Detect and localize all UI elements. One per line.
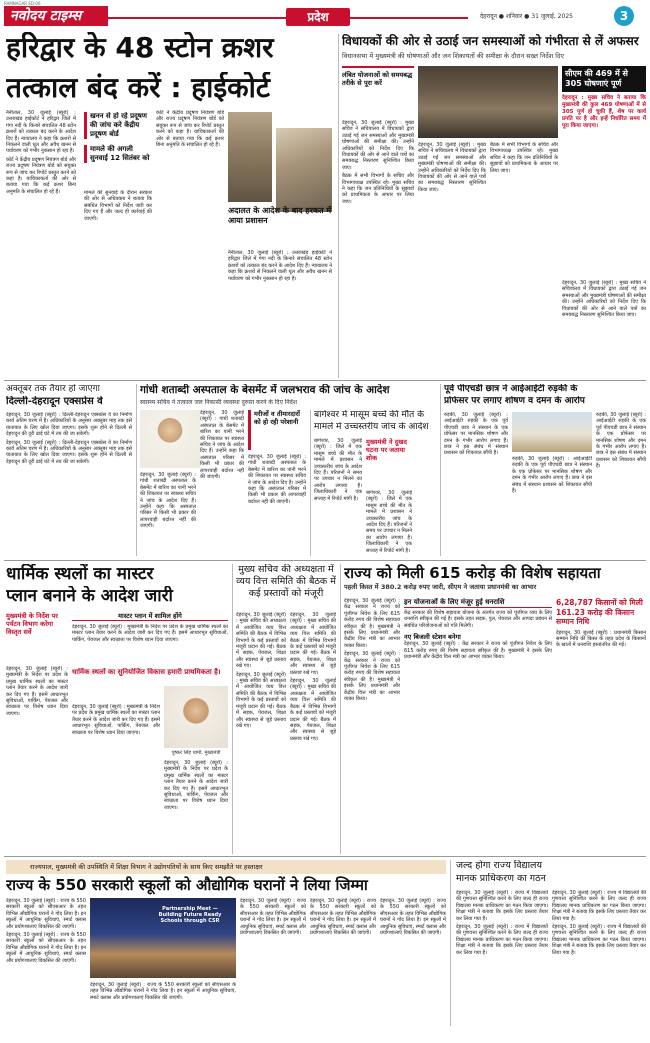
- story10-body-d: देहरादून, 30 जुलाई (ब्यूरो) : राज्य के 550 सरकारी स्कूलों को सीएसआर के तहत विभिन्न औद्योगिक घरानों ने गोद लिया है। इन स्कूलों में आधुनिक सुविधाएं, स्मार्ट क्लास और प्रयोगशालाएं विकसित की जाएंगी।: [240, 898, 306, 937]
- rule-2: [4, 560, 646, 561]
- story2-highlight: लंबित योजनाओं को समयबद्ध तरीके से पूरा करें: [342, 66, 414, 114]
- story1-body3: मामले की सुनवाई के दौरान सरकार की ओर से अधिवक्ता ने बताया कि संबंधित विभागों को निर्देश जारी कर दिए गए हैं और जल्द ही कार्रवाई की जाएगी।: [84, 190, 152, 222]
- paper-name: नवोदय टाइम्स: [4, 6, 108, 26]
- story11-body-col2: [552, 890, 646, 1026]
- rule-3: [4, 856, 646, 857]
- story11-body: देहरादून, 30 जुलाई (ब्यूरो) : राज्य में विद्यालयों की गुणवत्ता सुनिश्चित करने के लिए जल्द ही राज्य विद्यालय मानक प्राधिकरण का गठन किया जाएगा। शिक्षा मंत्री ने बताया कि इसके लिए प्रस्ताव तैयार कर लिया गया है।: [456, 890, 548, 922]
- story10-body-c: देहरादून, 30 जुलाई (ब्यूरो) : राज्य के 550 सरकारी स्कूलों को सीएसआर के तहत विभिन्न औद्योगिक घरानों ने गोद लिया है। इन स्कूलों में आधुनिक सुविधाएं, स्मार्ट क्लास और प्रयोगशालाएं विकसित की जाएंगी।: [90, 982, 236, 1001]
- story8-body-col2: [290, 612, 336, 852]
- story11-body-col1: [456, 890, 548, 1026]
- story7-body-c: देहरादून, 30 जुलाई (ब्यूरो) : मुख्यमंत्री के निर्देश पर प्रदेश के प्रमुख धार्मिक स्थलों का मास्टर प्लान तैयार करने के आदेश जारी कर दिए गए हैं। इसमें आधारभूत सुविधाओं, पार्किंग, पेयजल और स्वच्छता पर विशेष ध्यान दिया जाएगा।: [164, 760, 228, 811]
- story1-body-col4: [228, 250, 332, 378]
- story1-photo-quarry: [276, 128, 332, 212]
- story10-body-b: देहरादून, 30 जुलाई (ब्यूरो) : राज्य के 550 सरकारी स्कूलों को सीएसआर के तहत विभिन्न औद्योगिक घरानों ने गोद लिया है। इन स्कूलों में आधुनिक सुविधाएं, स्मार्ट क्लास और प्रयोगशालाएं विकसित की जाएंगी।: [6, 932, 86, 964]
- story7-quote: धार्मिक स्थलों का सुनियोजित विकास हमारी प्राथमिकता है।: [72, 668, 221, 676]
- story5-headline-2: मामले में उच्चस्तरीय जांच के आदेश: [314, 422, 429, 432]
- story2-sidebar-title: सीएम की 469 में से 305 घोषणाएं पूर्ण: [562, 66, 646, 92]
- story2-body-col4: [562, 280, 646, 376]
- story9-side-body: देहरादून, 30 जुलाई (ब्यूरो) : प्रधानमंत्री किसान सम्मान निधि की किस्त के तहत प्रदेश के किसानों के खातों में धनराशि हस्तांतरित की गई।: [556, 629, 646, 649]
- section-name: प्रदेश: [286, 8, 350, 26]
- story7-list: [72, 624, 228, 664]
- story2-photo-meeting: [418, 66, 558, 138]
- story8-body-b: देहरादून, 30 जुलाई (ब्यूरो) : मुख्य सचिव की अध्यक्षता में आयोजित व्यय वित्त समिति की बैठक में विभिन्न विभागों के कई प्रस्तावों को मंजूरी प्रदान की गई। बैठक में सड़क, पेयजल, शिक्षा और स्वास्थ्य से जुड़े प्रस्ताव रखे गए।: [236, 671, 286, 729]
- story10-body-e: देहरादून, 30 जुलाई (ब्यूरो) : राज्य के 550 सरकारी स्कूलों को सीएसआर के तहत विभिन्न औद्योगिक घरानों ने गोद लिया है। इन स्कूलों में आधुनिक सुविधाएं, स्मार्ट क्लास और प्रयोगशालाएं विकसित की जाएंगी।: [310, 898, 376, 937]
- story6-headline-2: प्रोफेसर पर लगाए शोषण व दमन के आरोप: [444, 396, 585, 406]
- story6-body-b: रुड़की, 30 जुलाई (ब्यूरो) : आईआईटी रुड़की के एक पूर्व पीएचडी छात्र ने संस्थान के एक प्रोफेसर पर मानसिक शोषण और दमन के गंभीर आरोप लगाए हैं। छात्र ने इस संबंध में संस्थान प्रशासन को शिकायत सौंपी है।: [512, 456, 592, 495]
- story10-body-f: देहरादून, 30 जुलाई (ब्यूरो) : राज्य के 550 सरकारी स्कूलों को सीएसआर के तहत विभिन्न औद्योगिक घरानों ने गोद लिया है। इन स्कूलों में आधुनिक सुविधाएं, स्मार्ट क्लास और प्रयोगशालाएं विकसित की जाएंगी।: [380, 898, 446, 937]
- story2-subheadline: विधानसभा में मुख्यमंत्री की घोषणाओं और जन शिकायतों की समीक्षा के दौरान सख्त निर्देश दिए: [342, 52, 565, 60]
- story7-headline-2: प्लान बनाने के आदेश जारी: [6, 586, 173, 606]
- footer-color-bar: [0, 1030, 650, 1040]
- story9-box-body: केंद्र सरकार की विशेष सहायता योजना के अंतर्गत राज्य को पूंजीगत व्यय के लिए धनराशि स्वीकृत की गई है। इसके तहत सड़क, पुल, पेयजल और आपदा प्रबंधन से संबंधित परियोजनाओं को गति मिलेगी।: [404, 610, 552, 629]
- divider-mid-1: [136, 384, 137, 556]
- story6-body-col1: [444, 412, 508, 556]
- story5-headline-1: बागेश्वर में मासूम बच्चे की मौत के: [314, 410, 425, 420]
- story1-body-col1: [6, 110, 76, 378]
- story5-body-b: बागेश्वर, 30 जुलाई (ब्यूरो) : जिले में एक मासूम बच्चे की मौत के मामले में प्रशासन ने उच्चस्तरीय जांच के आदेश दिए हैं। परिजनों ने समय पर उपचार न मिलने का आरोप लगाया है। जिलाधिकारी ने एक सप्ताह में रिपोर्ट मांगी है।: [366, 490, 412, 554]
- story1-photo-crusher: [228, 112, 272, 202]
- story8-body: देहरादून, 30 जुलाई (ब्यूरो) : मुख्य सचिव की अध्यक्षता में आयोजित व्यय वित्त समिति की बैठक में विभिन्न विभागों के कई प्रस्तावों को मंजूरी प्रदान की गई। बैठक में सड़क, पेयजल, शिक्षा और स्वास्थ्य से जुड़े प्रस्ताव रखे गए।: [236, 612, 286, 670]
- story6-body: रुड़की, 30 जुलाई (ब्यूरो) : आईआईटी रुड़की के एक पूर्व पीएचडी छात्र ने संस्थान के एक प्रोफेसर पर मानसिक शोषण और दमन के गंभीर आरोप लगाए हैं। छात्र ने इस संबंध में संस्थान प्रशासन को शिकायत सौंपी है।: [444, 412, 508, 457]
- story10-body-col1: [6, 898, 86, 1026]
- story1-headline-2: तत्काल बंद करें : हाईकोर्ट: [6, 72, 270, 104]
- story3-headline: दिल्ली-देहरादून एक्सप्रेस वे: [6, 396, 103, 407]
- story8-body-d: देहरादून, 30 जुलाई (ब्यूरो) : मुख्य सचिव की अध्यक्षता में आयोजित व्यय वित्त समिति की बैठक में विभिन्न विभागों के कई प्रस्तावों को मंजूरी प्रदान की गई। बैठक में सड़क, पेयजल, शिक्षा और स्वास्थ्य से जुड़े प्रस्ताव रखे गए।: [290, 678, 336, 742]
- story3-kicker: अक्तूबर तक तैयार हो जाएगा: [6, 384, 100, 394]
- story5-body-col1: [314, 438, 362, 556]
- story9-box-title-2: नए बिजली स्टेशन बनेगा: [404, 633, 461, 642]
- story2-body-col1: [342, 120, 414, 376]
- story9-box: [404, 598, 552, 852]
- story9-box-body-2: देहरादून, 30 जुलाई (ब्यूरो) : केंद्र सरकार ने राज्य को पूंजीगत निवेश के लिए 615 करोड़ रुपए की विशेष सहायता स्वीकृत की है। मुख्यमंत्री ने इसके लिए प्रधानमंत्री और केंद्रीय वित्त मंत्री का आभार व्यक्त किया।: [404, 641, 552, 661]
- story9-body-col1: [344, 598, 400, 852]
- story2-body-col3: [490, 142, 558, 376]
- story9-headline: राज्य को मिली 615 करोड़ की विशेष सहायता: [344, 564, 601, 582]
- story7-body-col3: [164, 760, 228, 852]
- story10-banner-text: Partnership Meet — Building Future Ready Schools through CSR: [158, 906, 222, 924]
- story7-highlight: मुख्यमंत्री के निर्देश पर पर्यटन विभाग करेगा विस्तृत सर्वे: [6, 612, 58, 636]
- story11-body-d: देहरादून, 30 जुलाई (ब्यूरो) : राज्य में विद्यालयों की गुणवत्ता सुनिश्चित करने के लिए जल्द ही राज्य विद्यालय मानक प्राधिकरण का गठन किया जाएगा। शिक्षा मंत्री ने बताया कि इसके लिए प्रस्ताव तैयार कर लिया गया है।: [552, 924, 646, 956]
- story1-body-col3: [156, 110, 224, 378]
- story4-headline: गांधी शताब्दी अस्पताल के बेसमेंट में जलभराव की जांच के आदेश: [140, 384, 390, 396]
- divider-bottom-3: [450, 860, 451, 1026]
- story10-body: देहरादून, 30 जुलाई (ब्यूरो) : राज्य के 550 सरकारी स्कूलों को सीएसआर के तहत विभिन्न औद्योगिक घरानों ने गोद लिया है। इन स्कूलों में आधुनिक सुविधाएं, स्मार्ट क्लास और प्रयोगशालाएं विकसित की जाएंगी।: [6, 898, 86, 930]
- story7-photo-cm: [164, 686, 228, 748]
- story4-body-col2: [200, 410, 244, 556]
- story1-highlights: [84, 112, 152, 186]
- story7-strip: मास्टर प्लान में शामिल होंगे: [72, 612, 228, 621]
- story9-box-title: इन योजनाओं के लिए मंजूर हुई धनराशि: [404, 598, 552, 608]
- story2-body2: बैठक में सभी विभागों के सचिव और विभागाध्यक्ष उपस्थित रहे। मुख्य सचिव ने कहा कि जन प्रतिनिधियों के सुझावों को प्राथमिकता के आधार पर लिया जाए।: [342, 173, 414, 205]
- divider-mid-3: [440, 384, 441, 556]
- story7-body-col2: [72, 704, 160, 852]
- story1-body2: कोर्ट ने केंद्रीय प्रदूषण नियंत्रण बोर्ड और राज्य प्रदूषण नियंत्रण बोर्ड को संयुक्त रूप से जांच कर रिपोर्ट प्रस्तुत करने को कहा है। याचिकाकर्ता की ओर से बताया गया कि कई क्रशर बिना अनुमति के संचालित हो रहे हैं।: [6, 156, 76, 195]
- story10-body-col4: [310, 898, 376, 1026]
- story10-headline: राज्य के 550 सरकारी स्कूलों को औद्योगिक घरानों ने लिया जिम्मा: [6, 876, 368, 894]
- story1-body-col2: [84, 190, 152, 378]
- story1-body2b: कोर्ट ने केंद्रीय प्रदूषण नियंत्रण बोर्ड और राज्य प्रदूषण नियंत्रण बोर्ड को संयुक्त रूप से जांच कर रिपोर्ट प्रस्तुत करने को कहा है। याचिकाकर्ता की ओर से बताया गया कि कई क्रशर बिना अनुमति के संचालित हो रहे हैं।: [156, 110, 224, 149]
- story4-highlight: मरीजों व तीमारदारों को हो रही परेशानी: [248, 410, 306, 450]
- story11-headline-1: जल्द होगा राज्य विद्यालय: [456, 860, 542, 871]
- story10-body-col3: [240, 898, 306, 1026]
- story2-body1b: देहरादून, 30 जुलाई (ब्यूरो) : मुख्य सचिव ने सचिवालय में विधायकों द्वारा उठाई गई जन समस्याओं और मुख्यमंत्री घोषणाओं की समीक्षा की। उन्होंने अधिकारियों को निर्देश दिए कि विधायकों की ओर से आने वाले पत्रों का समयबद्ध निस्तारण सुनिश्चित किया जाए।: [418, 142, 486, 193]
- story4-body-c: देहरादून, 30 जुलाई (ब्यूरो) : गांधी शताब्दी अस्पताल के बेसमेंट में बारिश का पानी भरने की शिकायत पर स्वास्थ्य सचिव ने जांच के आदेश दिए हैं। उन्होंने कहा कि अस्पताल परिसर में किसी भी प्रकार की लापरवाही बर्दाश्त नहीं की जाएगी।: [248, 454, 306, 505]
- story10-body-col2: [90, 982, 236, 1026]
- page-number: 3: [614, 6, 634, 26]
- story6-body-c: रुड़की, 30 जुलाई (ब्यूरो) : आईआईटी रुड़की के एक पूर्व पीएचडी छात्र ने संस्थान के एक प्रोफेसर पर मानसिक शोषण और दमन के गंभीर आरोप लगाए हैं। छात्र ने इस संबंध में संस्थान प्रशासन को शिकायत सौंपी है।: [596, 412, 646, 470]
- story7-quote-author: पुष्कर सिंह धामी, मुख्यमंत्री: [171, 750, 221, 756]
- story4-body-b: देहरादून, 30 जुलाई (ब्यूरो) : गांधी शताब्दी अस्पताल के बेसमेंट में बारिश का पानी भरने की शिकायत पर स्वास्थ्य सचिव ने जांच के आदेश दिए हैं। उन्होंने कहा कि अस्पताल परिसर में किसी भी प्रकार की लापरवाही बर्दाश्त नहीं की जाएगी।: [200, 410, 244, 481]
- story9-body-b: देहरादून, 30 जुलाई (ब्यूरो) : केंद्र सरकार ने राज्य को पूंजीगत निवेश के लिए 615 करोड़ रुपए की विशेष सहायता स्वीकृत की है। मुख्यमंत्री ने इसके लिए प्रधानमंत्री और केंद्रीय वित्त मंत्री का आभार व्यक्त किया।: [344, 651, 400, 703]
- rule-1: [4, 380, 646, 381]
- story7-body-b: देहरादून, 30 जुलाई (ब्यूरो) : मुख्यमंत्री के निर्देश पर प्रदेश के प्रमुख धार्मिक स्थलों का मास्टर प्लान तैयार करने के आदेश जारी कर दिए गए हैं। इसमें आधारभूत सुविधाओं, पार्किंग, पेयजल और स्वच्छता पर विशेष ध्यान दिया जाएगा।: [72, 704, 160, 736]
- story7-headline-1: धार्मिक स्थलों का मास्टर: [6, 564, 154, 584]
- divider-bottom-1: [232, 564, 233, 854]
- divider-top: [338, 34, 339, 378]
- story9-side-title: 6,28,787 किसानों को मिली 161.23 करोड़ की किसान सम्मान निधि: [556, 598, 643, 626]
- story7-body: देहरादून, 30 जुलाई (ब्यूरो) : मुख्यमंत्री के निर्देश पर प्रदेश के प्रमुख धार्मिक स्थलों का मास्टर प्लान तैयार करने के आदेश जारी कर दिए गए हैं। इसमें आधारभूत सुविधाओं, पार्किंग, पेयजल और स्वच्छता पर विशेष ध्यान दिया जाएगा।: [6, 666, 68, 717]
- masthead: [0, 0, 650, 30]
- dateline: देहरादून ● शनिवार ● 31 जुलाई, 2025: [480, 13, 573, 20]
- story3-body: [6, 412, 132, 554]
- story10-body-col5: [380, 898, 446, 1026]
- story5-body-col2: [366, 490, 412, 556]
- story10-kicker: राज्यपाल, मुख्यमंत्री की उपस्थिति में शिक्षा विभाग ने उद्योगपतियों के साथ किए समझौते पर हस्ताक्षर: [6, 860, 446, 874]
- story1-highlight-1: खनन से हो रहे प्रदूषण की जांच करे केंद्रीय प्रदूषण बोर्ड: [84, 112, 152, 139]
- story6-body-col2: [512, 456, 592, 556]
- story2-body-col2: [418, 142, 486, 376]
- story1-headline-1: हरिद्वार के 48 स्टोन क्रशर: [6, 32, 274, 64]
- story3-body-text: देहरादून, 30 जुलाई (ब्यूरो) : दिल्ली-देहरादून एक्सप्रेस वे का निर्माण कार्य अंतिम चरण में है। अधिकारियों के अनुसार अक्तूबर माह तक इसे यातायात के लिए खोल दिया जाएगा। इसके शुरू होने से दिल्ली से देहरादून की दूरी ढाई घंटे में तय की जा सकेगी।: [6, 412, 132, 438]
- story1-highlight-2: मामले की अगली सुनवाई 12 सितंबर को: [84, 145, 152, 163]
- story4-body-col3: [248, 454, 306, 556]
- story6-headline-1: पूर्व पीएचडी छात्र ने आईआईटी रुड़की के: [444, 384, 578, 394]
- story2-sidebar-body: देहरादून : मुख्य सचिव ने बताया कि मुख्यमंत्री की कुल 469 घोषणाओं में से 305 पूर्ण हो चुकी हैं, शेष पर कार्य प्रगति पर है और इन्हें निर्धारित समय में पूरा किया जाएगा।: [562, 95, 646, 129]
- story5-body: बागेश्वर, 30 जुलाई (ब्यूरो) : जिले में एक मासूम बच्चे की मौत के मामले में प्रशासन ने उच्चस्तरीय जांच के आदेश दिए हैं। परिजनों ने समय पर उपचार न मिलने का आरोप लगाया है। जिलाधिकारी ने एक सप्ताह में रिपोर्ट मांगी है।: [314, 438, 362, 502]
- story4-body: देहरादून, 30 जुलाई (ब्यूरो) : गांधी शताब्दी अस्पताल के बेसमेंट में बारिश का पानी भरने की शिकायत पर स्वास्थ्य सचिव ने जांच के आदेश दिए हैं। उन्होंने कहा कि अस्पताल परिसर में किसी भी प्रकार की लापरवाही बर्दाश्त नहीं की जाएगी।: [140, 472, 196, 530]
- story4-body-col1: [140, 472, 196, 556]
- story6-photo-iit-building: [512, 412, 592, 452]
- story7-body-col1: [6, 666, 68, 852]
- story6-body-col3: [596, 412, 646, 556]
- story8-headline: मुख्य सचिव की अध्यक्षता में व्यय वित्त समिति की बैठक में कई प्रस्तावों को मंजूरी: [236, 564, 336, 599]
- story9-subheadline: पहली किस्त में 380.2 करोड़ रुपए जारी, सीएम ने जताया प्रधानमंत्री का आभार: [344, 583, 537, 591]
- divider-bottom-2: [340, 564, 341, 854]
- story8-body-col1: [236, 612, 286, 852]
- divider-mid-2: [310, 410, 311, 556]
- story2-sidebar: [562, 66, 646, 276]
- story4-subheadline: स्वास्थ्य सचिव ने तत्काल जल निकासी व्यवस्था दुरुस्त करने के दिए निर्देश: [140, 399, 297, 406]
- story2-headline: विधायकों की ओर से उठाई जन समस्याओं को गंभीरता से लें अफसर: [342, 34, 639, 48]
- story1-body1b: नैनीताल, 30 जुलाई (ब्यूरो) : उत्तराखंड हाईकोर्ट ने हरिद्वार जिले में गंगा नदी के किनारे संचालित 48 स्टोन क्रशरों को तत्काल बंद करने के आदेश दिए हैं। न्यायालय ने कहा कि क्रशरों से निकलने वाली धूल और अवैध खनन से पर्यावरण को गंभीर नुकसान हो रहा है।: [228, 250, 332, 282]
- story11-body-b: देहरादून, 30 जुलाई (ब्यूरो) : राज्य में विद्यालयों की गुणवत्ता सुनिश्चित करने के लिए जल्द ही राज्य विद्यालय मानक प्राधिकरण का गठन किया जाएगा। शिक्षा मंत्री ने बताया कि इसके लिए प्रस्ताव तैयार कर लिया गया है।: [456, 924, 548, 956]
- story11-body-c: देहरादून, 30 जुलाई (ब्यूरो) : राज्य में विद्यालयों की गुणवत्ता सुनिश्चित करने के लिए जल्द ही राज्य विद्यालय मानक प्राधिकरण का गठन किया जाएगा। शिक्षा मंत्री ने बताया कि इसके लिए प्रस्ताव तैयार कर लिया गया है।: [552, 890, 646, 922]
- story8-body-c: देहरादून, 30 जुलाई (ब्यूरो) : मुख्य सचिव की अध्यक्षता में आयोजित व्यय वित्त समिति की बैठक में विभिन्न विभागों के कई प्रस्तावों को मंजूरी प्रदान की गई। बैठक में सड़क, पेयजल, शिक्षा और स्वास्थ्य से जुड़े प्रस्ताव रखे गए।: [290, 612, 336, 676]
- story9-body: देहरादून, 30 जुलाई (ब्यूरो) : केंद्र सरकार ने राज्य को पूंजीगत निवेश के लिए 615 करोड़ रुपए की विशेष सहायता स्वीकृत की है। मुख्यमंत्री ने इसके लिए प्रधानमंत्री और केंद्रीय वित्त मंत्री का आभार व्यक्त किया।: [344, 598, 400, 649]
- masthead-small-label: RAMNAGAR ED-06: [4, 1, 41, 6]
- story5-highlight: मुख्यमंत्री ने दुखद घटना पर जताया शोक: [366, 438, 407, 462]
- story2-body1: देहरादून, 30 जुलाई (ब्यूरो) : मुख्य सचिव ने सचिवालय में विधायकों द्वारा उठाई गई जन समस्याओं और मुख्यमंत्री घोषणाओं की समीक्षा की। उन्होंने अधिकारियों को निर्देश दिए कि विधायकों की ओर से आने वाले पत्रों का समयबद्ध निस्तारण सुनिश्चित किया जाए।: [342, 120, 414, 171]
- story3-body-text-2: देहरादून, 30 जुलाई (ब्यूरो) : दिल्ली-देहरादून एक्सप्रेस वे का निर्माण कार्य अंतिम चरण में है। अधिकारियों के अनुसार अक्तूबर माह तक इसे यातायात के लिए खोल दिया जाएगा। इसके शुरू होने से दिल्ली से देहरादून की दूरी ढाई घंटे में तय की जा सकेगी।: [6, 439, 132, 465]
- story2-body2b: बैठक में सभी विभागों के सचिव और विभागाध्यक्ष उपस्थित रहे। मुख्य सचिव ने कहा कि जन प्रतिनिधियों के सुझावों को प्राथमिकता के आधार पर लिया जाए।: [490, 142, 558, 174]
- story1-body1: नैनीताल, 30 जुलाई (ब्यूरो) : उत्तराखंड हाईकोर्ट ने हरिद्वार जिले में गंगा नदी के किनारे संचालित 48 स्टोन क्रशरों को तत्काल बंद करने के आदेश दिए हैं। न्यायालय ने कहा कि क्रशरों से निकलने वाली धूल और अवैध खनन से पर्यावरण को गंभीर नुकसान हो रहा है।: [6, 110, 76, 155]
- story2-body1c: देहरादून, 30 जुलाई (ब्यूरो) : मुख्य सचिव ने सचिवालय में विधायकों द्वारा उठाई गई जन समस्याओं और मुख्यमंत्री घोषणाओं की समीक्षा की। उन्होंने अधिकारियों को निर्देश दिए कि विधायकों की ओर से आने वाले पत्रों का समयबद्ध निस्तारण सुनिश्चित किया जाए।: [562, 280, 646, 319]
- story11-headline-2: मानक प्राधिकरण का गठन: [456, 873, 546, 884]
- story9-side: [556, 598, 646, 852]
- story7-list-text: देहरादून, 30 जुलाई (ब्यूरो) : मुख्यमंत्री के निर्देश पर प्रदेश के प्रमुख धार्मिक स्थलों का मास्टर प्लान तैयार करने के आदेश जारी कर दिए गए हैं। इसमें आधारभूत सुविधाओं, पार्किंग, पेयजल और स्वच्छता पर विशेष ध्यान दिया जाएगा।: [72, 624, 228, 643]
- story4-photo-official: [140, 410, 200, 468]
- story1-inner-headline: अदालत के आदेश के बाद हरकत में आया प्रशासन: [228, 206, 332, 225]
